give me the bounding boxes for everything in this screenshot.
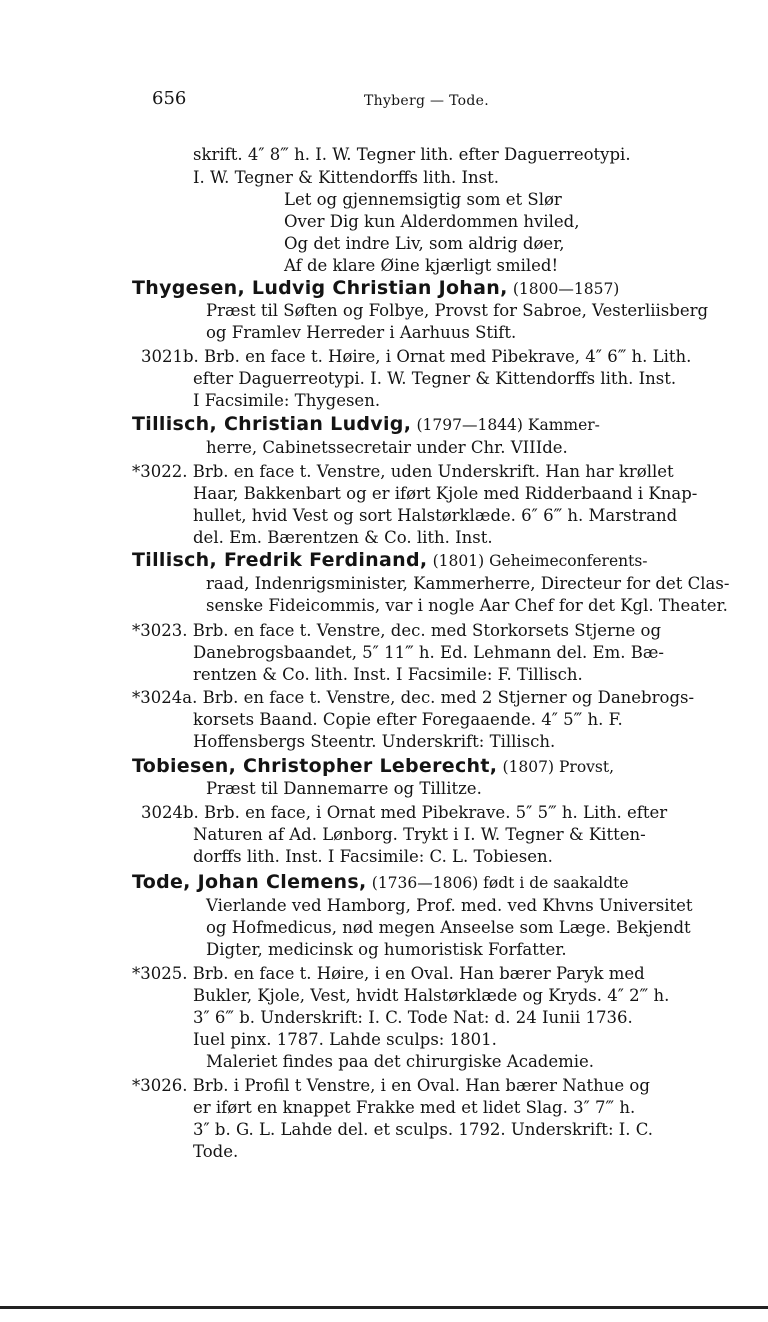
text-line: Vierlande ved Hamborg, Prof. med. ved Khvns Universitet — [206, 896, 693, 915]
catalog-line: *3026. Brb. i Profil t Venstre, i en Oval. Han bærer Nathue og — [132, 1076, 650, 1095]
entry-name: Tobiesen, Christopher Leberecht, — [132, 755, 498, 777]
text-line: 3″ b. G. L. Lahde del. et sculps. 1792. Underskrift: I. C. — [193, 1120, 654, 1139]
entry-name: Thygesen, Ludvig Christian Johan, — [132, 277, 508, 299]
scan-edge-rule — [0, 1306, 768, 1309]
entry-dates: (1807) Provst, — [502, 758, 615, 776]
poem-line: Let og gjennemsigtig som et Slør — [284, 190, 562, 209]
text-line: Præst til Dannemarre og Tillitze. — [206, 779, 482, 798]
text-line: efter Daguerreotypi. I. W. Tegner & Kittendorffs lith. Inst. — [193, 369, 677, 388]
text-line: skrift. 4″ 8‴ h. I. W. Tegner lith. efter Daguerreotypi. — [193, 145, 631, 164]
text-line: Danebrogsbaandet, 5″ 11‴ h. Ed. Lehmann del. Em. Bæ- — [193, 643, 664, 662]
entry-dates: (1800—1857) — [512, 280, 620, 298]
text-line: del. Em. Bærentzen & Co. lith. Inst. — [193, 528, 493, 547]
text-line: og Framlev Herreder i Aarhuus Stift. — [206, 323, 517, 342]
text-line: senske Fideicommis, var i nogle Aar Chef for det Kgl. Theater. — [206, 596, 728, 615]
text-line: I Facsimile: Thygesen. — [193, 391, 381, 410]
text-line: hullet, hvid Vest og sort Halstørklæde. 6″ 6‴ h. Marstrand — [193, 506, 678, 525]
entry-heading — [132, 414, 600, 435]
text-line: Naturen af Ad. Lønborg. Trykt i I. W. Tegner & Kitten- — [193, 825, 646, 844]
entry-heading — [132, 872, 629, 893]
text-line: dorffs lith. Inst. I Facsimile: C. L. Tobiesen. — [193, 847, 553, 866]
text-line: og Hofmedicus, nød megen Anseelse som Læge. Bekjendt — [206, 918, 691, 937]
entry-dates: (1797—1844) Kammer- — [416, 416, 600, 434]
text-line: Maleriet findes paa det chirurgiske Academie. — [206, 1052, 595, 1071]
catalog-line: *3024a. Brb. en face t. Venstre, dec. med 2 Stjerner og Danebrogs- — [132, 688, 695, 707]
catalog-line: *3025. Brb. en face t. Høire, i en Oval. Han bærer Paryk med — [132, 964, 645, 983]
entry-name: Tillisch, Christian Ludvig, — [132, 413, 412, 435]
text-line: korsets Baand. Copie efter Foregaaende. 4″ 5‴ h. F. — [193, 710, 623, 729]
text-line: 3″ 6‴ b. Underskrift: I. C. Tode Nat: d. 24 Iunii 1736. — [193, 1008, 633, 1027]
poem-line: Og det indre Liv, som aldrig døer, — [284, 234, 565, 253]
text-line: Digter, medicinsk og humoristisk Forfatter. — [206, 940, 567, 959]
text-line: Tode. — [193, 1142, 239, 1161]
text-line: raad, Indenrigsminister, Kammerherre, Directeur for det Clas- — [206, 574, 730, 593]
entry-heading — [132, 550, 648, 571]
text-line: Hoffensbergs Steentr. Underskrift: Tillisch. — [193, 732, 556, 751]
text-line: Bukler, Kjole, Vest, hvidt Halstørklæde og Kryds. 4″ 2‴ h. — [193, 986, 670, 1005]
entry-dates: (1736—1806) født i de saakaldte — [371, 874, 629, 892]
entry-heading — [132, 756, 614, 777]
catalog-line: *3023. Brb. en face t. Venstre, dec. med Storkorsets Stjerne og — [132, 621, 662, 640]
catalog-line: 3021b. Brb. en face t. Høire, i Ornat med Pibekrave, 4″ 6‴ h. Lith. — [141, 347, 692, 366]
text-line: herre, Cabinetssecretair under Chr. VIIIde. — [206, 438, 568, 457]
entry-name: Tode, Johan Clemens, — [132, 871, 367, 893]
entry-heading — [132, 278, 619, 299]
text-line: Præst til Søften og Folbye, Provst for Sabroe, Vesterliisberg — [206, 301, 709, 320]
text-line: rentzen & Co. lith. Inst. I Facsimile: F. Tillisch. — [193, 665, 583, 684]
running-head: Thyberg — Tode. — [364, 93, 489, 109]
entry-name: Tillisch, Fredrik Ferdinand, — [132, 549, 428, 571]
text-line: Iuel pinx. 1787. Lahde sculps: 1801. — [193, 1030, 497, 1049]
catalog-line: 3024b. Brb. en face, i Ornat med Pibekrave. 5″ 5‴ h. Lith. efter — [141, 803, 668, 822]
entry-dates: (1801) Geheimeconferents- — [432, 552, 648, 570]
text-line: I. W. Tegner & Kittendorffs lith. Inst. — [193, 168, 499, 187]
poem-line: Af de klare Øine kjærligt smiled! — [284, 256, 559, 275]
page-number: 656 — [152, 88, 187, 109]
catalog-line: *3022. Brb. en face t. Venstre, uden Underskrift. Han har krøllet — [132, 462, 674, 481]
poem-line: Over Dig kun Alderdommen hviled, — [284, 212, 580, 231]
text-line: Haar, Bakkenbart og er iført Kjole med Ridderbaand i Knap- — [193, 484, 698, 503]
text-line: er iført en knappet Frakke med et lidet Slag. 3″ 7‴ h. — [193, 1098, 636, 1117]
